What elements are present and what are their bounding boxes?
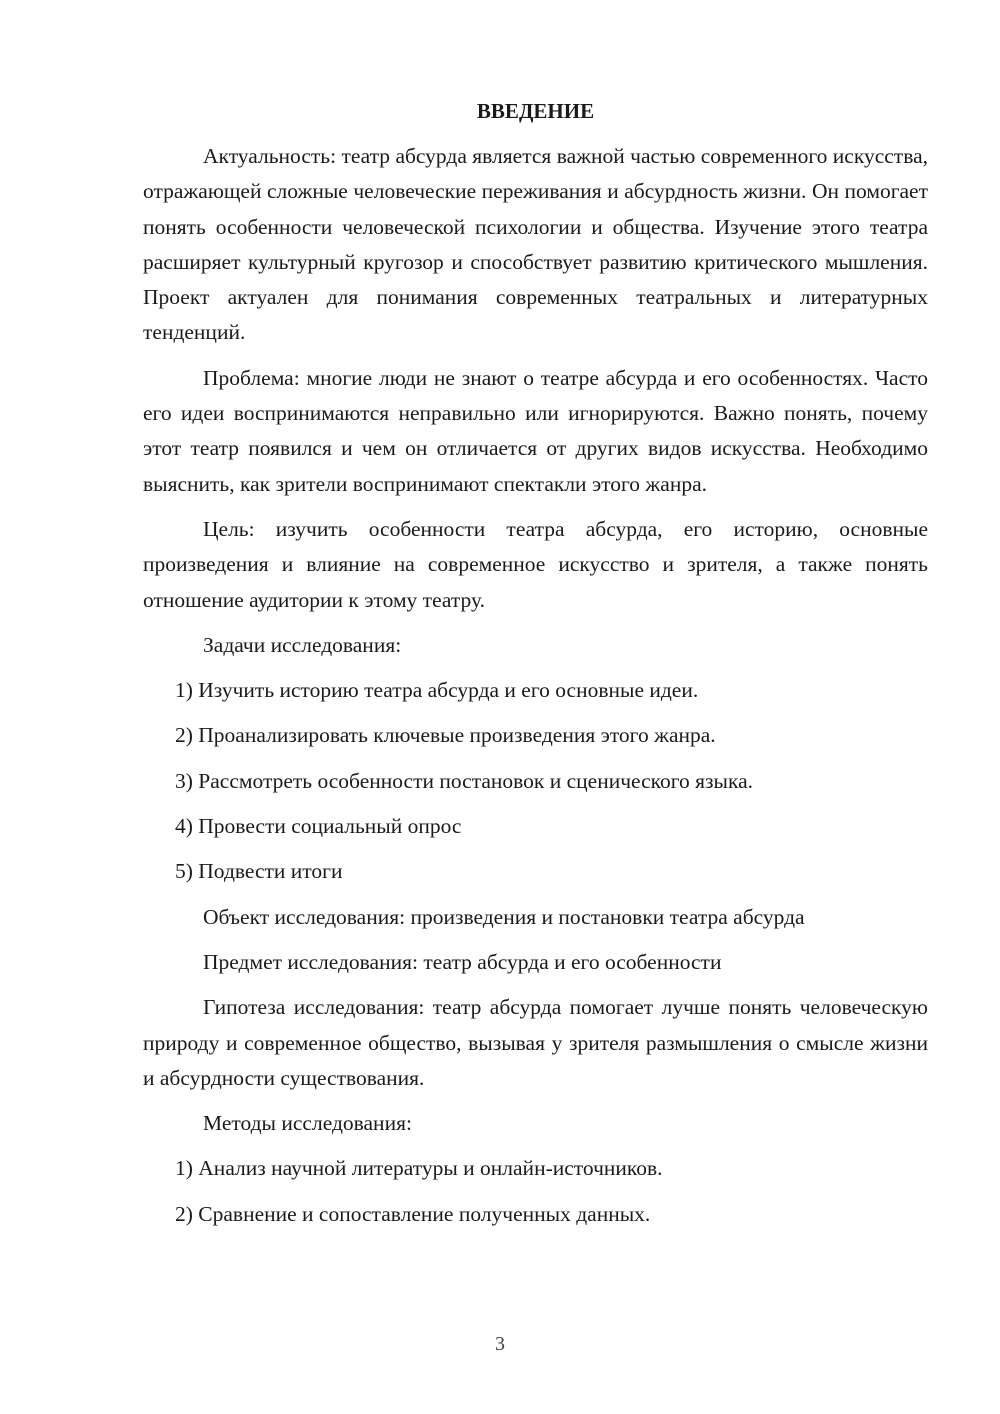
task-item-2: 2) Проанализировать ключевые произведения этого жанра. xyxy=(175,723,716,748)
page-number: 3 xyxy=(495,1333,505,1355)
task-item-5: 5) Подвести итоги xyxy=(175,859,343,884)
method-item-1: 1) Анализ научной литературы и онлайн-источников. xyxy=(175,1156,663,1181)
relevance-paragraph: Актуальность: театр абсурда является важной частью современного искусства, отражающей сложные человеческие переживания и абсурдность жизни. Он помогает понять особенности человеческой психологии и общества. Изучение этого театра расширяет культурный кругозор и способствует развитию критического мышления. Проект актуален для понимания современных театральных и литературных тенденций. xyxy=(143,144,928,345)
hypothesis-paragraph: Гипотеза исследования: театр абсурда помогает лучше понять человеческую природу и современное общество, вызывая у зрителя размышления о смысле жизни и абсурдности существования. xyxy=(143,995,928,1090)
page-title: ВВЕДЕНИЕ xyxy=(476,99,595,123)
research-object: Объект исследования: произведения и постановки театра абсурда xyxy=(203,904,805,929)
research-subject: Предмет исследования: театр абсурда и его особенности xyxy=(203,949,722,974)
goal-paragraph: Цель: изучить особенности театра абсурда, его историю, основные произведения и влияние на современное искусство и зрителя, а также понять отношение аудитории к этому театру. xyxy=(143,516,928,612)
task-item-1: 1) Изучить историю театра абсурда и его основные идеи. xyxy=(175,678,699,703)
method-item-2: 2) Сравнение и сопоставление полученных данных. xyxy=(175,1201,651,1226)
task-item-4: 4) Провести социальный опрос xyxy=(175,814,462,839)
methods-title: Методы исследования: xyxy=(203,1111,412,1136)
tasks-title: Задачи исследования: xyxy=(203,632,402,657)
document-page xyxy=(143,94,928,1242)
problem-paragraph: Проблема: многие люди не знают о театре абсурда и его особенностях. Часто его идеи воспринимаются неправильно или игнорируются. Важно понять, почему этот театр появился и чем он отличается от других видов искусства. Необходимо выяснить, как зрители воспринимают спектакли этого жанра. xyxy=(143,365,928,496)
task-item-3: 3) Рассмотреть особенности постановок и сценического языка. xyxy=(175,768,754,793)
